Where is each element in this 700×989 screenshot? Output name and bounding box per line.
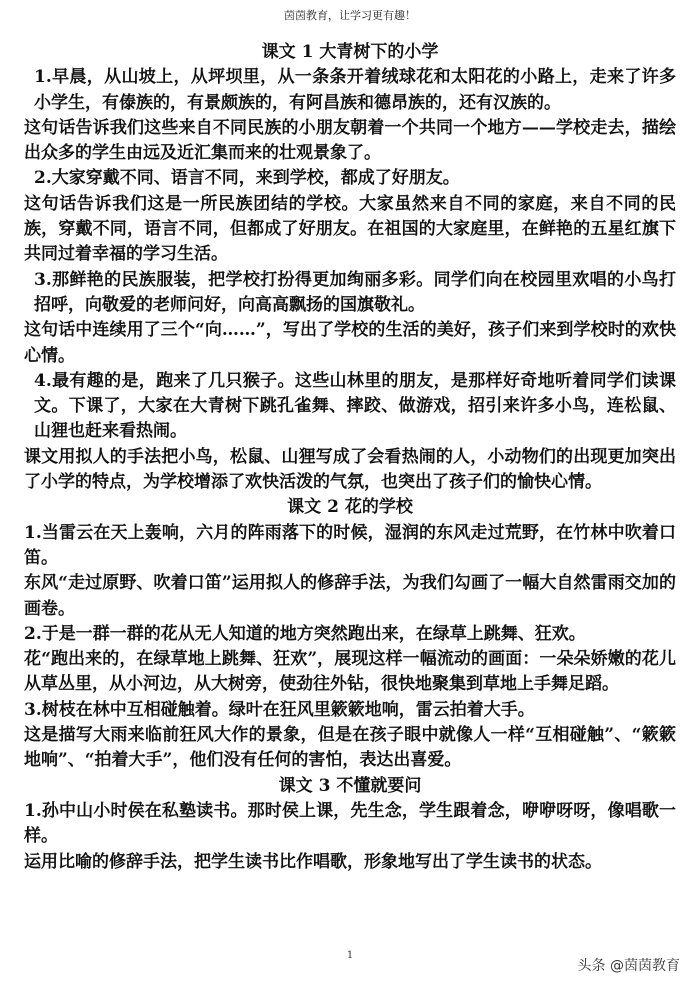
page-header: 茵茵教育，让学习更有趣！ [284,9,416,22]
lesson-paragraph: 这句话告诉我们这是一所民族团结的学校。大家虽然来自不同的家庭，来自不同的民族，穿戴不同，语言不同，但都成了好朋友。在祖国的大家庭里，在鲜艳的五星红旗下共同过着幸福的学习生活。 [24,193,676,265]
lesson-paragraph: 运用比喻的修辞手法，把学生读书比作唱歌，形象地写出了学生读书的状态。 [24,851,602,872]
lesson-paragraph: 2.大家穿戴不同、语言不同，来到学校，都成了好朋友。 [34,168,460,189]
lesson-paragraph: 这句话告诉我们这些来自不同民族的小朋友朝着一个共同一个地方——学校走去，描绘出众多的学生由远及近汇集而来的壮观景象了。 [24,117,676,164]
lesson-paragraph: 2.于是一群一群的花从无人知道的地方突然跑出来，在绿草上跳舞、狂欢。 [24,623,586,644]
lesson-paragraph: 1.早晨，从山坡上，从坪坝里，从一条条开着绒球花和太阳花的小路上，走来了许多小学生，有傣族的，有景颇族的，有阿昌族和德昂族的，还有汉族的。 [34,67,676,113]
lesson-paragraph: 这句话中连续用了三个“向……”，写出了学校的生活的美好，孩子们来到学校时的欢快心情。 [24,320,676,366]
watermark: 头条 @茵茵教育 [577,958,680,974]
lesson-paragraph: 1.孙中山小时侯在私塾读书。那时侯上课，先生念，学生跟着念，咿咿呀呀，像唱歌一样。 [24,800,676,847]
lesson-paragraph: 3.那鲜艳的民族服装，把学校打扮得更加绚丽多彩。同学们向在校园里欢唱的小鸟打招呼，向敬爱的老师问好，向高高飘扬的国旗敬礼。 [34,269,676,315]
lesson-title: 课文 2 花的学校 [287,497,413,518]
lesson-title: 课文 1 大青树下的小学 [261,42,439,62]
lesson-paragraph: 1.当雷云在天上轰响，六月的阵雨落下的时候，湿润的东风走过荒野，在竹林中吹着口笛。 [24,522,676,568]
lesson-paragraph: 花“跑出来的，在绿草地上跳舞、狂欢”，展现这样一幅流动的画面：一朵朵娇嫩的花儿从草丛里，从小河边，从大树旁，使劲往外钻，很快地聚集到草地上手舞足蹈。 [24,649,676,695]
lesson-paragraph: 东风“走过原野、吹着口笛”运用拟人的修辞手法，为我们勾画了一幅大自然雷雨交加的画卷。 [24,573,676,619]
lesson-paragraph: 3.树枝在林中互相碰触着。绿叶在狂风里簌簌地响，雷云拍着大手。 [24,699,535,720]
lesson-paragraph: 课文用拟人的手法把小鸟，松鼠、山狸写成了会看热闹的人，小动物们的出现更加突出了小学的特点，为学校增添了欢快活泼的气氛，也突出了孩子们的愉快心情。 [24,446,676,493]
lesson-title: 课文 3 不懂就要问 [278,775,422,796]
lesson-paragraph: 这是描写大雨来临前狂风大作的景象，但是在孩子眼中就像人一样“互相碰触”、“簌簌地响”、“拍着大手”，他们没有任何的害怕，表达出喜爱。 [24,725,676,771]
document-body [24,40,676,875]
page-number: 1 [346,950,354,961]
lesson-paragraph: 4.最有趣的是，跑来了几只猴子。这些山林里的朋友，是那样好奇地听着同学们读课文。下课了，大家在大青树下跳孔雀舞、摔跤、做游戏，招引来许多小鸟，连松鼠、山狸也赶来看热闹。 [34,370,676,442]
